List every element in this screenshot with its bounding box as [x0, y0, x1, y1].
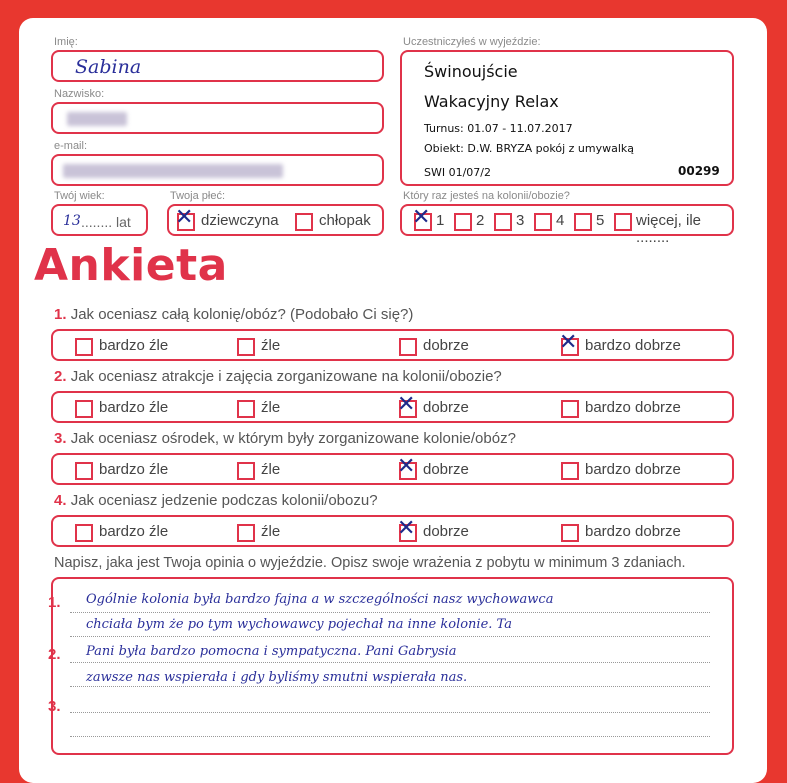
- opinion-line: [70, 612, 710, 613]
- trip-info-box: [400, 50, 734, 186]
- question-number: 1.: [54, 306, 67, 323]
- option-label: dobrze: [423, 523, 469, 540]
- question-3-options: [51, 453, 734, 485]
- option-label: bardzo źle: [99, 399, 169, 416]
- option-checkbox[interactable]: [75, 524, 93, 542]
- age-value: 13: [63, 213, 81, 229]
- question-1-options: [51, 329, 734, 361]
- option-checkbox[interactable]: [237, 400, 255, 418]
- times-5-label: 5: [596, 212, 605, 229]
- times-3-label: 3: [516, 212, 525, 229]
- opinion-line: [70, 712, 710, 713]
- option-label: źle: [261, 523, 281, 540]
- option-checkbox[interactable]: [237, 462, 255, 480]
- opinion-prompt: Napisz, jaka jest Twoja opinia o wyjeździe. Opisz swoje wrażenia z pobytu w minimum 3 zdaniach.: [54, 555, 686, 571]
- trip-city: Świnoujście: [424, 62, 518, 81]
- name-field[interactable]: [51, 50, 384, 82]
- question-number: 3.: [54, 430, 67, 447]
- question-4-options: [51, 515, 734, 547]
- surname-label: Nazwisko:: [54, 88, 105, 100]
- option-label: bardzo dobrze: [585, 461, 681, 478]
- email-label: e-mail:: [54, 140, 88, 152]
- option-checkbox[interactable]: [75, 338, 93, 356]
- gender-female-label: dziewczyna: [201, 212, 279, 229]
- question-2-options: [51, 391, 734, 423]
- option-checkbox[interactable]: [397, 516, 417, 542]
- gender-label: Twoja płeć:: [170, 190, 226, 202]
- email-redacted: [63, 164, 283, 178]
- option-checkbox[interactable]: [559, 330, 579, 356]
- times-2-label: 2: [476, 212, 485, 229]
- option-label: dobrze: [423, 461, 469, 478]
- check-mark: ✕: [397, 392, 416, 417]
- check-mark: ✕: [559, 330, 578, 355]
- opinion-handwriting-line-1: Ogólnie kolonia była bardzo fajna a w szczególności nasz wychowawca: [86, 592, 554, 607]
- gender-female-checkbox[interactable]: [175, 205, 195, 231]
- times-more-label: więcej, ile ........: [636, 212, 702, 246]
- email-field[interactable]: [51, 154, 384, 186]
- option-label: bardzo źle: [99, 337, 169, 354]
- times-1-checkbox[interactable]: [412, 205, 432, 231]
- check-mark: ✕: [175, 205, 194, 230]
- option-checkbox[interactable]: [75, 462, 93, 480]
- option-checkbox[interactable]: [561, 524, 579, 542]
- check-mark: ✕: [412, 205, 431, 230]
- option-label: bardzo źle: [99, 523, 169, 540]
- option-checkbox[interactable]: [237, 338, 255, 356]
- option-label: dobrze: [423, 337, 469, 354]
- option-checkbox[interactable]: [397, 454, 417, 480]
- trip-number: 00299: [678, 164, 720, 178]
- opinion-handwriting-line-2: chciała bym że po tym wychowawcy pojechał na inne kolonie. Ta: [86, 617, 512, 632]
- surname-field[interactable]: [51, 102, 384, 134]
- question-text: Jak oceniasz ośrodek, w którym były zorganizowane kolonie/obóz?: [70, 430, 516, 447]
- question-2: [54, 368, 502, 385]
- opinion-line: [70, 736, 710, 737]
- opinion-line: [70, 636, 710, 637]
- option-checkbox[interactable]: [397, 392, 417, 418]
- check-mark: ✕: [397, 516, 416, 541]
- option-label: źle: [261, 399, 281, 416]
- option-label: źle: [261, 461, 281, 478]
- question-number: 2.: [54, 368, 67, 385]
- option-label: bardzo dobrze: [585, 337, 681, 354]
- question-text: Jak oceniasz całą kolonię/obóz? (Podobało Ci się?): [70, 306, 414, 323]
- question-4: [54, 492, 378, 509]
- name-label: Imię:: [54, 36, 78, 48]
- option-label: dobrze: [423, 399, 469, 416]
- opinion-line: [70, 662, 710, 663]
- trip-name: Wakacyjny Relax: [424, 92, 559, 111]
- opinion-handwriting-line-3: Pani była bardzo pomocna i sympatyczna. Pani Gabrysia: [86, 644, 457, 659]
- age-label: Twój wiek:: [54, 190, 105, 202]
- option-label: bardzo dobrze: [585, 523, 681, 540]
- option-checkbox[interactable]: [399, 338, 417, 356]
- opinion-number-1: 1.: [48, 594, 61, 611]
- check-mark: ✕: [397, 454, 416, 479]
- opinion-line: [70, 686, 710, 687]
- times-label: Który raz jesteś na kolonii/obozie?: [403, 190, 570, 202]
- times-more-checkbox[interactable]: [614, 213, 632, 231]
- times-2-checkbox[interactable]: [454, 213, 472, 231]
- question-text: Jak oceniasz jedzenie podczas kolonii/obozu?: [70, 492, 378, 509]
- gender-group: [167, 204, 384, 236]
- option-label: źle: [261, 337, 281, 354]
- gender-male-checkbox[interactable]: [295, 213, 313, 231]
- option-label: bardzo źle: [99, 461, 169, 478]
- times-4-checkbox[interactable]: [534, 213, 552, 231]
- question-text: Jak oceniasz atrakcje i zajęcia zorganizowane na kolonii/obozie?: [70, 368, 502, 385]
- option-checkbox[interactable]: [561, 462, 579, 480]
- name-value: Sabina: [75, 56, 142, 78]
- option-checkbox[interactable]: [561, 400, 579, 418]
- trip-turnus: Turnus: 01.07 - 11.07.2017: [424, 122, 573, 135]
- option-label: bardzo dobrze: [585, 399, 681, 416]
- opinion-handwriting-line-4: zawsze nas wspierała i gdy byliśmy smutni wspierała nas.: [86, 670, 468, 685]
- times-5-checkbox[interactable]: [574, 213, 592, 231]
- trip-code: SWI 01/07/2: [424, 166, 492, 179]
- participant-label: Uczestniczyłeś w wyjeździe:: [403, 36, 541, 48]
- age-suffix: ........ lat: [81, 214, 131, 230]
- question-number: 4.: [54, 492, 67, 509]
- opinion-number-2: 2.: [48, 646, 61, 663]
- age-field[interactable]: [51, 204, 148, 236]
- opinion-number-3: 3.: [48, 698, 61, 715]
- times-group: [400, 204, 734, 246]
- option-checkbox[interactable]: [237, 524, 255, 542]
- question-3: [54, 430, 516, 447]
- option-checkbox[interactable]: [75, 400, 93, 418]
- survey-title: Ankieta: [34, 240, 228, 291]
- times-3-checkbox[interactable]: [494, 213, 512, 231]
- gender-male-label: chłopak: [319, 212, 371, 229]
- trip-object: Obiekt: D.W. BRYZA pokój z umywalką: [424, 142, 635, 155]
- question-1: [54, 306, 413, 323]
- times-1-label: 1: [436, 212, 445, 229]
- times-4-label: 4: [556, 212, 565, 229]
- surname-redacted: [67, 112, 127, 126]
